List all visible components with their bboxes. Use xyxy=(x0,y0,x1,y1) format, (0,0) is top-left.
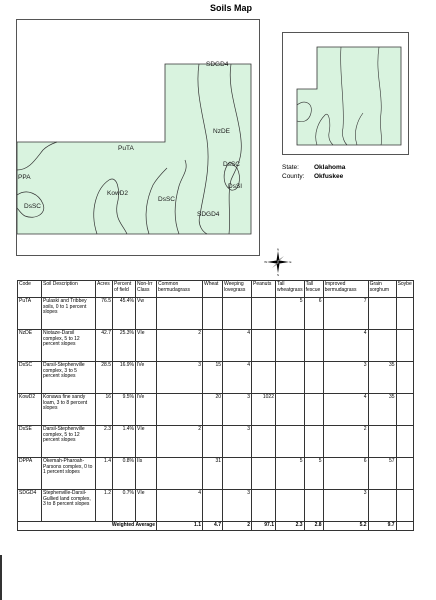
table-cell: 4 xyxy=(157,490,203,522)
table-cell xyxy=(368,330,396,362)
weighted-average-value: 9.7 xyxy=(368,522,396,531)
column-header: Grain sorghum xyxy=(368,281,396,298)
table-cell: 0.7% xyxy=(113,490,136,522)
table-cell: 2.3 xyxy=(96,426,113,458)
table-cell: 2 xyxy=(323,426,368,458)
table-cell xyxy=(276,394,305,426)
table-cell: IIs xyxy=(136,458,157,490)
table-cell: 76.5 xyxy=(96,298,113,330)
table-cell: KowD2 xyxy=(18,394,42,426)
table-cell: 45.4% xyxy=(113,298,136,330)
table-cell xyxy=(203,298,223,330)
column-header: Percent of field xyxy=(113,281,136,298)
table-row xyxy=(18,490,414,522)
column-header: Soybe xyxy=(396,281,413,298)
map-label-sdgd4-bottom: SDGD4 xyxy=(197,211,220,218)
table-cell: 1022 xyxy=(252,394,276,426)
table-row xyxy=(18,458,414,490)
table-cell xyxy=(223,298,252,330)
table-cell xyxy=(276,362,305,394)
table-cell xyxy=(276,490,305,522)
table-cell xyxy=(368,490,396,522)
table-row xyxy=(18,298,414,330)
table-cell xyxy=(396,458,413,490)
table-cell xyxy=(304,426,323,458)
table-cell: 4 xyxy=(323,394,368,426)
table-cell xyxy=(252,298,276,330)
table-cell: Vw xyxy=(136,298,157,330)
table-cell xyxy=(368,298,396,330)
page-title: Soils Map xyxy=(209,3,252,13)
table-cell xyxy=(396,394,413,426)
column-header: Common bermudagrass xyxy=(157,281,203,298)
table-cell xyxy=(223,458,252,490)
weighted-average-label: Weighted Average xyxy=(18,522,157,531)
table-cell: 31 xyxy=(203,458,223,490)
table-cell: Okemah-Pharoah-Parsons complex, 0 to 1 percent slopes xyxy=(42,458,96,490)
county-label: County: xyxy=(282,173,305,180)
table-cell: 5 xyxy=(276,298,305,330)
table-cell: NzDE xyxy=(18,330,42,362)
table-cell: IVe xyxy=(136,362,157,394)
table-cell xyxy=(304,330,323,362)
map-label-nzde: NzDE xyxy=(213,128,230,135)
table-cell: 42.7 xyxy=(96,330,113,362)
column-header: Code xyxy=(18,281,42,298)
column-header: Tall fescue xyxy=(304,281,323,298)
weighted-average-value: 2.8 xyxy=(304,522,323,531)
location-info xyxy=(282,163,345,181)
table-cell: 3 xyxy=(223,394,252,426)
table-cell: 2 xyxy=(157,330,203,362)
compass-e: E xyxy=(289,260,292,264)
map-label-dppa: PPA xyxy=(18,174,31,181)
table-cell: 5 xyxy=(304,458,323,490)
page-edge-mark xyxy=(0,555,2,600)
table-cell xyxy=(157,458,203,490)
table-cell: 3 xyxy=(223,426,252,458)
compass-rose-icon xyxy=(264,248,292,276)
table-cell xyxy=(396,298,413,330)
map-label-sdgd4-top: SDGD4 xyxy=(206,61,229,68)
weighted-average-value: 4.7 xyxy=(203,522,223,531)
table-cell xyxy=(252,490,276,522)
table-cell: PuTA xyxy=(18,298,42,330)
table-cell: Darsil-Stephenville complex, 5 to 12 percent slopes xyxy=(42,426,96,458)
map-label-dssc-mid: DsSC xyxy=(158,196,175,203)
weighted-average-value: 2.3 xyxy=(276,522,305,531)
table-cell xyxy=(276,426,305,458)
table-cell xyxy=(157,394,203,426)
weighted-average-value: 5.2 xyxy=(323,522,368,531)
table-cell: 35 xyxy=(368,394,396,426)
table-header-row xyxy=(18,281,414,298)
table-cell: Stephenville-Darsil-Gullied land complex, 3 to 8 percent slopes xyxy=(42,490,96,522)
soil-table xyxy=(17,280,414,531)
map-label-kowd2: KowD2 xyxy=(107,190,128,197)
inset-map xyxy=(282,32,409,155)
table-cell: 5 xyxy=(276,458,305,490)
table-cell xyxy=(252,362,276,394)
county-value: Okfuskee xyxy=(314,173,344,180)
table-row xyxy=(18,330,414,362)
compass-s: S xyxy=(276,273,280,276)
column-header: Acres xyxy=(96,281,113,298)
table-cell: 3 xyxy=(323,362,368,394)
table-cell: 4 xyxy=(323,330,368,362)
table-cell xyxy=(304,394,323,426)
state-label: State: xyxy=(282,164,299,171)
map-label-puta: PuTA xyxy=(118,145,134,152)
column-header: Non-Irr Class xyxy=(136,281,157,298)
table-cell xyxy=(396,426,413,458)
table-cell: VIe xyxy=(136,490,157,522)
table-cell xyxy=(276,330,305,362)
compass-n: N xyxy=(276,248,280,252)
field-boundary xyxy=(17,64,251,234)
table-cell: 6 xyxy=(304,298,323,330)
map-label-dssi: DsSI xyxy=(228,183,243,190)
table-cell xyxy=(203,426,223,458)
table-cell: 28.5 xyxy=(96,362,113,394)
soils-map xyxy=(16,19,260,256)
table-cell: SDGD4 xyxy=(18,490,42,522)
map-label-dssc-right: DsSC xyxy=(223,161,240,168)
inset-map-drawing xyxy=(283,33,410,156)
table-cell xyxy=(252,458,276,490)
table-cell: VIe xyxy=(136,426,157,458)
column-header: Tall wheatgrass xyxy=(276,281,305,298)
weighted-average-value: 97.1 xyxy=(252,522,276,531)
table-cell: 16 xyxy=(96,394,113,426)
column-header: Soil Description xyxy=(42,281,96,298)
table-cell: 4 xyxy=(223,330,252,362)
table-cell: DsSE xyxy=(18,426,42,458)
table-cell xyxy=(368,426,396,458)
table-cell xyxy=(304,490,323,522)
table-cell: VIe xyxy=(136,330,157,362)
table-cell: 16.9% xyxy=(113,362,136,394)
table-cell xyxy=(203,490,223,522)
soils-map-drawing xyxy=(17,20,261,257)
table-cell xyxy=(396,362,413,394)
column-header: Peanuts xyxy=(252,281,276,298)
table-cell: DPPA xyxy=(18,458,42,490)
table-cell: 15 xyxy=(203,362,223,394)
table-cell: 1.2 xyxy=(96,490,113,522)
table-cell xyxy=(396,522,413,531)
compass-w: W xyxy=(264,260,268,264)
table-cell: 20 xyxy=(203,394,223,426)
table-body xyxy=(18,298,414,531)
table-cell xyxy=(304,362,323,394)
column-header: Improved bermudagrass xyxy=(323,281,368,298)
weighted-average-value: 2 xyxy=(223,522,252,531)
table-row xyxy=(18,394,414,426)
table-cell: 7 xyxy=(323,298,368,330)
map-label-dsse: DsSC xyxy=(24,203,41,210)
table-cell xyxy=(396,490,413,522)
table-cell: 0.8% xyxy=(113,458,136,490)
table-cell: Konawa fine sandy loam, 3 to 8 percent slopes xyxy=(42,394,96,426)
table-cell: 1.4 xyxy=(96,458,113,490)
table-cell: 3 xyxy=(323,490,368,522)
table-cell: 57 xyxy=(368,458,396,490)
table-cell: 3 xyxy=(157,362,203,394)
column-header: Weeping lovegrass xyxy=(223,281,252,298)
table-cell: 35 xyxy=(368,362,396,394)
table-cell: 9.5% xyxy=(113,394,136,426)
table-cell xyxy=(157,298,203,330)
table-row xyxy=(18,426,414,458)
table-cell: 6 xyxy=(323,458,368,490)
table-cell xyxy=(396,330,413,362)
table-cell: 3 xyxy=(223,490,252,522)
table-cell: Darsil-Stephenville complex, 3 to 5 percent slopes xyxy=(42,362,96,394)
table-cell: 2 xyxy=(157,426,203,458)
table-cell: Niotaze-Darsil complex, 5 to 12 percent slopes xyxy=(42,330,96,362)
table-cell: 4 xyxy=(223,362,252,394)
column-header: Wheat xyxy=(203,281,223,298)
table-cell xyxy=(203,330,223,362)
table-cell xyxy=(252,330,276,362)
state-value: Oklahoma xyxy=(314,164,346,171)
state-row xyxy=(282,163,345,172)
weighted-average-row xyxy=(18,522,414,531)
table-cell: 1.4% xyxy=(113,426,136,458)
county-row xyxy=(282,172,345,181)
weighted-average-value: 1.1 xyxy=(157,522,203,531)
table-row xyxy=(18,362,414,394)
table-cell: Pulaski and Tribbey soils, 0 to 1 percent slopes xyxy=(42,298,96,330)
table-cell: IVe xyxy=(136,394,157,426)
inset-field-boundary xyxy=(297,47,401,145)
table-cell xyxy=(252,426,276,458)
table-cell: 25.3% xyxy=(113,330,136,362)
table-cell: DsSC xyxy=(18,362,42,394)
